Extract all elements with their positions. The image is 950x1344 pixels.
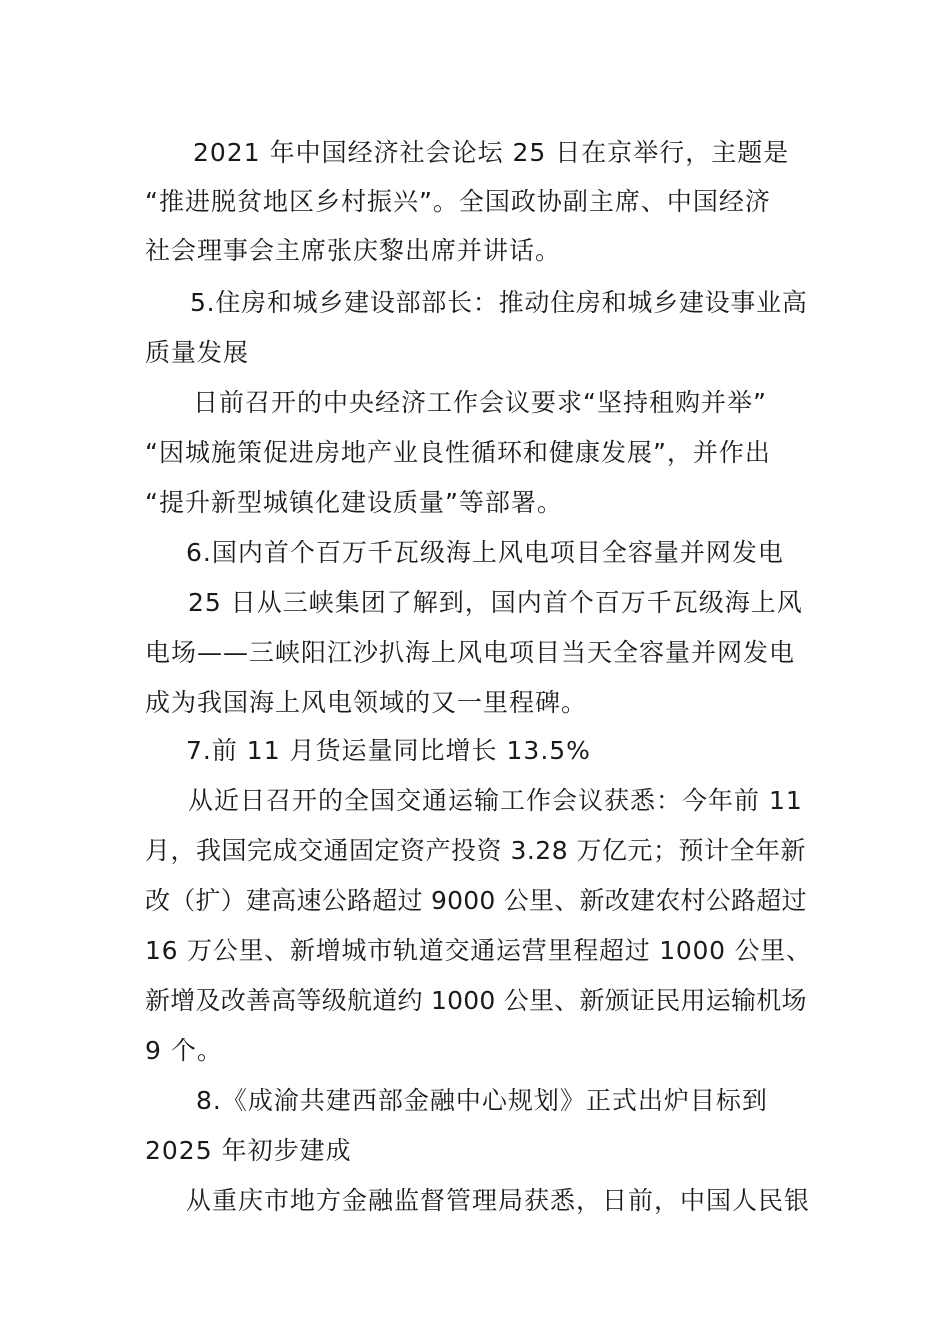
- text-line: 月，我国完成交通固定资产投资 3.28 万亿元；预计全年新: [145, 836, 807, 865]
- section-heading-5: 5.住房和城乡建设部部长：推动住房和城乡建设事业高: [190, 288, 808, 317]
- text-line: 从近日召开的全国交通运输工作会议获悉：今年前 11: [188, 786, 803, 815]
- text-line: 社会理事会主席张庆黎出席并讲话。: [145, 236, 562, 265]
- text-line: 电场——三峡阳江沙扒海上风电项目当天全容量并网发电: [145, 638, 796, 667]
- text-line: 9 个。: [145, 1036, 223, 1065]
- section-heading-7: 7.前 11 月货运量同比增长 13.5%: [186, 736, 591, 765]
- text-line: 16 万公里、新增城市轨道交通运营里程超过 1000 公里、: [145, 936, 812, 965]
- section-heading-6: 6.国内首个百万千瓦级海上风电项目全容量并网发电: [186, 538, 784, 567]
- section-heading-8-cont: 2025 年初步建成: [145, 1136, 352, 1165]
- section-heading-5-cont: 质量发展: [145, 338, 250, 367]
- text-line: 成为我国海上风电领域的又一里程碑。: [145, 688, 588, 717]
- text-line: 25 日从三峡集团了解到，国内首个百万千瓦级海上风: [188, 588, 803, 617]
- text-line: 从重庆市地方金融监督管理局获悉，日前，中国人民银: [186, 1186, 811, 1215]
- text-line: “推进脱贫地区乡村振兴”。全国政协副主席、中国经济: [145, 187, 771, 216]
- text-line: 改（扩）建高速公路超过 9000 公里、新改建农村公路超过: [145, 886, 807, 915]
- text-line: “提升新型城镇化建设质量”等部署。: [145, 488, 563, 517]
- section-heading-8: 8.《成渝共建西部金融中心规划》正式出炉目标到: [196, 1086, 768, 1115]
- text-line: 2021 年中国经济社会论坛 25 日在京举行，主题是: [193, 138, 790, 167]
- text-line: 日前召开的中央经济工作会议要求“坚持租购并举”: [193, 388, 767, 417]
- text-line: 新增及改善高等级航道约 1000 公里、新颁证民用运输机场: [145, 986, 807, 1015]
- text-line: “因城施策促进房地产业良性循环和健康发展”，并作出: [145, 438, 771, 467]
